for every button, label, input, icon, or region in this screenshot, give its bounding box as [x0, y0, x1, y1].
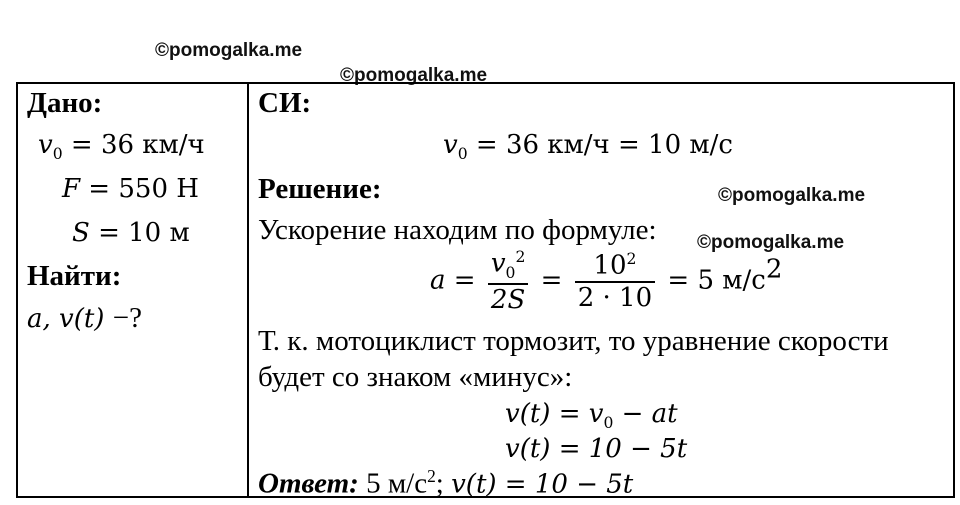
given-v0: $v_0 = 36$ км/ч	[38, 130, 205, 164]
find-heading: Найти:	[27, 260, 122, 292]
solution-heading: Решение:	[258, 173, 382, 205]
column-divider	[247, 82, 249, 498]
si-heading: СИ:	[258, 87, 312, 119]
given-v0-value: 36 км/ч	[100, 130, 205, 160]
solution-intro: Ускорение находим по формуле:	[258, 214, 657, 246]
given-heading: Дано:	[27, 87, 103, 119]
watermark: ©pomogalka.me	[155, 40, 303, 61]
answer-label: Ответ:	[258, 467, 359, 500]
given-distance: S = 10 м	[72, 218, 190, 248]
velocity-equation-numeric: v(t) = 10 − 5t	[505, 434, 688, 464]
velocity-equation-general-rhs: − at	[621, 399, 678, 429]
velocity-equation-general: $v(t) = v_0$ − at	[505, 399, 678, 433]
si-conversion-value: 36 км/ч = 10 м/с	[505, 130, 733, 160]
given-distance-value: 10 м	[128, 218, 190, 248]
answer-rest: 10 − 5t	[534, 469, 634, 500]
answer-line: Ответ: 5 $м/с^2$; v(t) = 10 − 5t	[258, 466, 634, 500]
given-force-value: 550 Н	[118, 174, 199, 204]
answer-value: 5 м/с	[366, 467, 428, 500]
watermark: ©pomogalka.me	[718, 185, 866, 206]
acceleration-formula: a = $\frac{v_0^2}{2S}$ = $\frac{10^2}{2 \cdot 10}$ = 5 $м/с^2$	[430, 248, 783, 316]
given-force: F = 550 Н	[62, 174, 199, 204]
watermark: ©pomogalka.me	[697, 232, 845, 253]
si-conversion: $v_0 = 36$ км/ч = 10 м/с	[443, 130, 733, 164]
find-tail: −?	[112, 302, 142, 334]
solution-text-line1: Т. к. мотоциклист тормозит, то уравнение скорости	[258, 325, 889, 357]
formula-result: 5 м/с	[697, 265, 766, 296]
watermark: ©pomogalka.me	[340, 65, 488, 86]
solution-text-line2: будет со знаком «минус»:	[258, 361, 573, 393]
velocity-equation-numeric-rhs: 10 − 5t	[588, 434, 688, 464]
find-quantities: a, v(t) −?	[27, 302, 142, 334]
